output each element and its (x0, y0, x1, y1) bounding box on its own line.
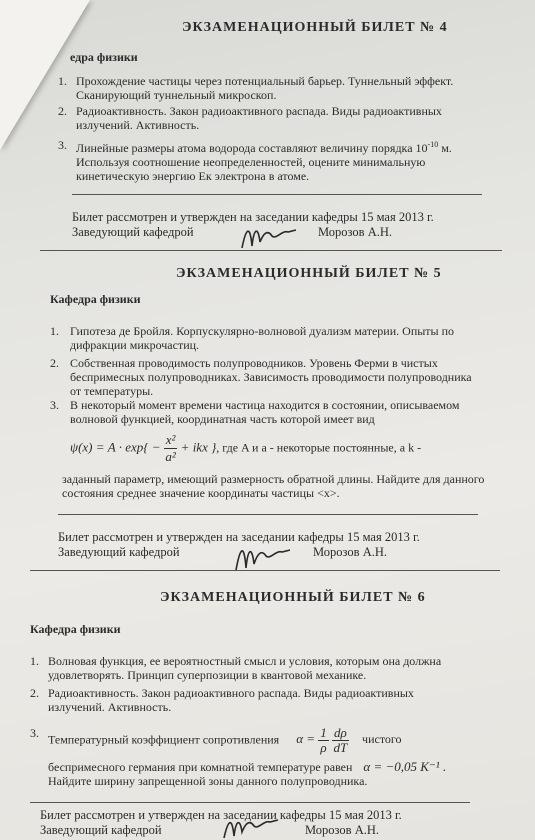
ticket-5-question-1: 1. Гипотеза де Бройля. Корпускулярно-волновой дуализм материи. Опыты по дифракции микрочастиц. (50, 324, 455, 352)
divider (30, 802, 470, 803)
ticket-6-department: Кафедра физики (30, 622, 121, 636)
signature-image (236, 218, 306, 254)
ticket-4-head-label: Заведующий кафедрой (72, 225, 194, 239)
divider (72, 194, 482, 195)
ticket-5-question-3: 3. В некоторый момент времени частица находится в состоянии, описываемом волновой функцией, координатная часть которой имеет вид (50, 398, 460, 426)
ticket-5-question-2: 2. Собственная проводимость полупроводников. Уровень Ферми в чистых беспримесных полупроводниках. Зависимость проводимости полупроводника от температуры. (50, 356, 472, 398)
ticket-6-question-1: 1. Волновая функция, ее вероятностный смысл и условия, которым она должна удовлетворять. Принцип суперпозиции в квантовой механике. (30, 654, 442, 682)
ticket-4-head-name: Морозов А.Н. (318, 225, 392, 239)
ticket-6-question-3-continued: беспримесного германия при комнатной температуре равен α = −0,05 K⁻¹ . Найдите ширину запрещенной зоны данного полупроводника. (48, 759, 447, 788)
ticket-5-department: Кафедра физики (50, 292, 141, 306)
ticket-6-head-label: Заведующий кафедрой (40, 823, 162, 837)
ticket-6-question-3: 3. Температурный коэффициент сопротивления α = $\frac{1}{\rho}$ $\frac{d\rho}{dT}$ чистого (30, 725, 402, 755)
ticket-5-question-3-continued: заданный параметр, имеющий размерность обратной длины. Найдите для данного состояния среднее значение координаты частицы <x>. (62, 472, 485, 500)
ticket-5-head-label: Заведующий кафедрой (58, 545, 180, 559)
ticket-6-title: ЭКЗАМЕНАЦИОННЫЙ БИЛЕТ № 6 (160, 590, 426, 605)
ticket-5-approval: Билет рассмотрен и утвержден на заседании кафедры 15 мая 2013 г. (58, 530, 420, 544)
divider (40, 250, 502, 251)
signature-image (218, 810, 288, 840)
ticket-4-question-1: 1. Прохождение частицы через потенциальный барьер. Туннельный эффект. Сканирующий туннельный микроскоп. (58, 74, 454, 102)
ticket-4-question-3: 3. Линейные размеры атома водорода составляют величину порядка $10^{-10}$ м. Используя соотношение неопределенностей, оцените минимальную кинетическую энергию Eк электрона в атоме. (58, 138, 452, 183)
ticket-6-question-2: 2. Радиоактивность. Закон радиоактивного распада. Виды радиоактивных излучений. Активность. (30, 686, 414, 714)
ticket-6-approval: Билет рассмотрен и утвержден на заседании кафедры 15 мая 2013 г. (40, 808, 402, 822)
ticket-4-department: едра физики (70, 50, 138, 64)
ticket-4-question-2: 2. Радиоактивность. Закон радиоактивного распада. Виды радиоактивных излучений. Активность. (58, 104, 442, 132)
divider (58, 514, 478, 515)
wave-function-formula: ψ(x) = A · exp{ − $\frac{\text{x²}}{\text{a²}}$ + ikx }, где A и a - некоторые постоянные, а k - (70, 432, 422, 464)
divider (30, 570, 500, 571)
ticket-5-title: ЭКЗАМЕНАЦИОННЫЙ БИЛЕТ № 5 (176, 266, 442, 281)
ticket-6-head-name: Морозов А.Н. (305, 823, 379, 837)
ticket-5-head-name: Морозов А.Н. (313, 545, 387, 559)
ticket-4-title: ЭКЗАМЕНАЦИОННЫЙ БИЛЕТ № 4 (182, 20, 448, 35)
ticket-4-approval: Билет рассмотрен и утвержден на заседании кафедры 15 мая 2013 г. (72, 210, 434, 224)
